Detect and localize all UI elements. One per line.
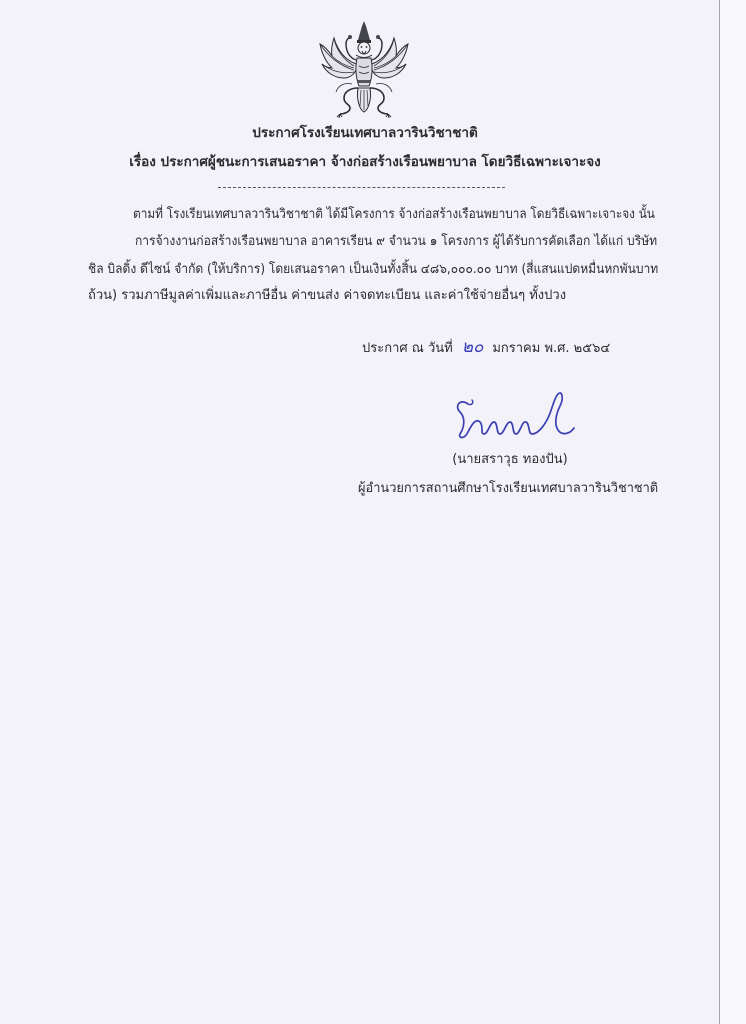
date-day-handwritten: ๒๐ [461, 337, 484, 357]
handwritten-signature [450, 388, 580, 444]
date-month-year: มกราคม พ.ศ. ๒๕๖๔ [492, 341, 611, 356]
body-line-text: การจ้างงานก่อสร้างเรือนพยาบาล อาคารเรียน ๙ จำนวน ๑ โครงการ ผู้ได้รับการคัดเลือก ได้แก่ บริษัท [135, 234, 658, 249]
body-line-text: ถ้วน) รวมภาษีมูลค่าเพิ่มและภาษีอื่น ค่าขนส่ง ค่าจดทะเบียน และค่าใช้จ่ายอื่นๆ ทั้งปวง [88, 288, 567, 303]
body-line [88, 287, 658, 305]
signatory-position-text: ผู้อำนวยการสถานศึกษาโรงเรียนเทศบาลวารินวิชาชาติ [358, 481, 659, 496]
body-line-text: ชิล บิลดิ้ง ดีไซน์ จำกัด (ให้บริการ) โดยเสนอราคา เป็นเงินทั้งสิ้น ๔๘๖,๐๐๐.๐๐ บาท (สี่แสนแปดหมื่นหกพันบาท [88, 262, 659, 277]
announcement-date [362, 337, 610, 359]
signatory-name [400, 451, 620, 469]
garuda-emblem [316, 20, 412, 120]
document-subject [0, 153, 730, 171]
document-subject-text: เรื่อง ประกาศผู้ชนะการเสนอราคา จ้างก่อสร้างเรือนพยาบาล โดยวิธีเฉพาะเจาะจง [129, 154, 601, 170]
body-line [135, 233, 657, 251]
date-prefix: ประกาศ ณ วันที่ [362, 341, 453, 356]
signatory-name-text: (นายสราวุธ ทองปัน) [452, 452, 568, 467]
body-line [133, 206, 655, 224]
body-line [88, 261, 658, 279]
document-title-text: ประกาศโรงเรียนเทศบาลวารินวิชาชาติ [252, 125, 478, 141]
body-line-text: ตามที่ โรงเรียนเทศบาลวารินวิชาชาติ ได้มีโครงการ จ้างก่อสร้างเรือนพยาบาล โดยวิธีเฉพาะเจาะจง นั้น [133, 207, 655, 222]
signatory-position [358, 480, 658, 498]
divider [218, 187, 505, 188]
document-title [0, 124, 730, 142]
